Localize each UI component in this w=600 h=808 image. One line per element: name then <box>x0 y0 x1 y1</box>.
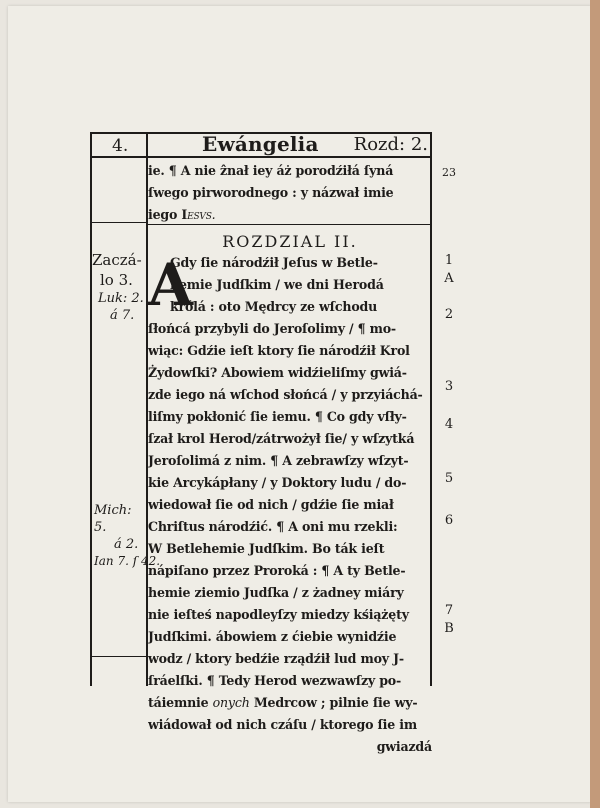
text-line: Chriſtus národźić. ¶ A oni mu rzekli: <box>148 519 398 534</box>
running-head: Ewángelia <box>202 132 319 156</box>
page-frame <box>90 132 456 754</box>
frame-left-rule <box>90 132 92 686</box>
text-line: wiedował ſie od nich / gdźie ſie miał <box>148 497 394 512</box>
drop-cap: A <box>148 251 193 319</box>
margin-note-micah <box>92 502 161 570</box>
text-line: wodz / ktory bedźie rządźił lud moy J- <box>148 651 404 666</box>
text-line: Jeroſolimá z nim. ¶ A zebrawſzy wſzyt- <box>148 453 409 468</box>
text-fragment: táiemnie <box>148 695 209 710</box>
text-line: zde iego ná wſchod słońcá / y przyiáchá- <box>148 387 423 402</box>
text-line: kie Arcykápłany / y Doktory ludu / do- <box>148 475 407 490</box>
chapter-title: ROZDZIAL II. <box>222 232 358 251</box>
text-line <box>148 204 432 226</box>
text-line: ſráelſki. ¶ Tedy Herod wezwawſzy po- <box>148 673 402 688</box>
text-line: ie. ¶ A nie ẑnał iey áż porodźiłá ſyná <box>148 163 394 178</box>
text-line: Gdy ſie národźił Jeſus w Betle- <box>170 255 378 270</box>
text-line: hemie ziemio Judſka / z żadney miáry <box>148 585 404 600</box>
text-line: liſmy pokłonić ſie iemu. ¶ Co gdy vſły- <box>148 409 407 424</box>
name-jesus: esvs. <box>187 207 216 222</box>
text-line: W Betlehemie Judſkim. Bo ták ieſt <box>148 541 385 556</box>
margin-note-line: Mich: 5. <box>94 503 132 535</box>
text-fragment: Medrcow ; pilnie ſie wy- <box>253 695 418 710</box>
section-marker: B <box>444 621 454 636</box>
text-line: ſwego pirworodnego : y názwał imie <box>148 185 394 200</box>
text-line: ſłońcá przybyli do Jeroſolimy / ¶ mo- <box>148 321 396 336</box>
verse-number: 4 <box>444 417 454 432</box>
margin-rule-upper <box>90 222 146 223</box>
chapter-reference: Rozd: 2. <box>353 134 428 155</box>
text-column <box>148 160 432 758</box>
text-line: wiádował od nich czáſu / ktorego ſie im <box>148 717 417 732</box>
text-line: nie ieſteś napodleyſzy miedzy kśiążęty <box>148 607 409 622</box>
text-line: nápiſano przez Proroká : ¶ A ty Betle- <box>148 563 406 578</box>
text-line: Żydowſki? Abowiem widźieliſmy gwiá- <box>148 365 407 380</box>
section-marker: A <box>444 271 454 286</box>
margin-note-line: Zaczá- <box>92 251 142 269</box>
margin-note-line: á 7. <box>110 308 135 323</box>
verse-number: 5 <box>444 471 454 486</box>
margin-rule-lower <box>90 656 146 657</box>
background-edge <box>590 0 600 808</box>
text-line: hemie Judſkim / we dni Herodá <box>170 277 384 292</box>
text-line: Judſkimi. ábowiem z ćiebie wynidźie <box>148 629 397 644</box>
margin-note-line: Ian 7. ſ 42. <box>94 554 161 568</box>
text-line <box>148 692 432 714</box>
margin-note-line: Luk: 2. <box>98 291 144 306</box>
text-fragment: iego I <box>148 207 188 222</box>
verse-number: 1 <box>444 253 454 268</box>
page-number: 4. <box>112 136 129 156</box>
margin-note-line: lo 3. <box>100 271 133 289</box>
verse-number: 3 <box>444 379 454 394</box>
text-line: ſzał krol Herod/zátrwożył ſie/ y wſzytká <box>148 431 415 446</box>
verse-number: 6 <box>444 513 454 528</box>
chapter-body <box>148 252 432 758</box>
verse-number: 2 <box>444 307 454 322</box>
margin-note-line: á 2. <box>114 537 139 552</box>
text-line: królá : oto Mędrcy ze wſchodu <box>170 299 378 314</box>
verse-number: 23 <box>442 166 456 179</box>
text-line: wiąc: Gdźie ieſt ktory ſie národźił Krol <box>148 343 410 358</box>
header-rule <box>90 156 432 158</box>
text-fragment-italic: onych <box>212 695 250 710</box>
verse-number: 7 <box>444 603 454 618</box>
margin-note-luke <box>92 250 146 324</box>
catchword: gwiazdá <box>376 739 432 754</box>
